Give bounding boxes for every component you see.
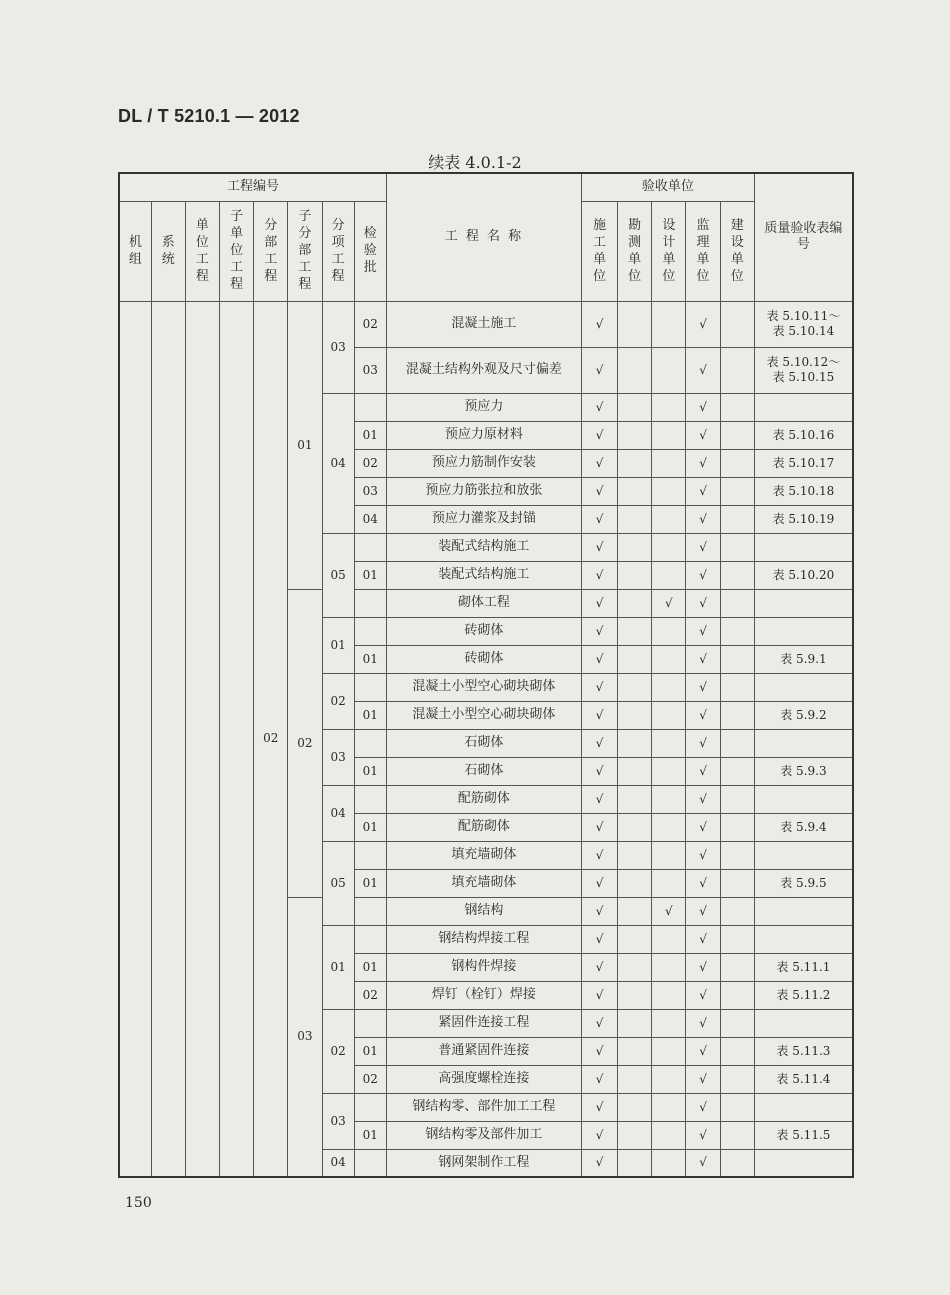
project-name-cell: 混凝土结构外观及尺寸偏差 <box>386 347 581 393</box>
page-number: 150 <box>125 1195 152 1211</box>
project-name-cell: 高强度螺栓连接 <box>386 1065 581 1093</box>
project-name-cell: 混凝土小型空心砌块砌体 <box>386 673 581 701</box>
design-check-cell <box>652 701 686 729</box>
project-name-cell: 配筋砌体 <box>386 813 581 841</box>
item-cell: 02 <box>322 1009 354 1093</box>
project-name-cell: 混凝土施工 <box>386 301 581 347</box>
owner-check-cell <box>720 589 754 617</box>
quality-form-cell <box>754 533 853 561</box>
system-col-cell <box>151 301 185 1177</box>
construction-check-cell: √ <box>581 897 617 925</box>
batch-cell: 03 <box>354 477 386 505</box>
owner-check-cell <box>720 1093 754 1121</box>
owner-check-cell <box>720 561 754 589</box>
construction-check-cell: √ <box>581 421 617 449</box>
supervision-check-cell: √ <box>686 729 720 757</box>
project-name-cell: 混凝土小型空心砌块砌体 <box>386 701 581 729</box>
supervision-check-cell: √ <box>686 673 720 701</box>
quality-form-cell <box>754 785 853 813</box>
project-name-cell: 石砌体 <box>386 729 581 757</box>
supervision-check-cell: √ <box>686 1037 720 1065</box>
construction-check-cell: √ <box>581 561 617 589</box>
batch-cell: 01 <box>354 1037 386 1065</box>
owner-check-cell <box>720 301 754 347</box>
supervision-check-cell: √ <box>686 953 720 981</box>
batch-cell <box>354 1093 386 1121</box>
construction-check-cell: √ <box>581 757 617 785</box>
design-check-cell <box>652 347 686 393</box>
quality-form-cell: 表 5.11.1 <box>754 953 853 981</box>
quality-form-cell <box>754 393 853 421</box>
quality-form-cell <box>754 1093 853 1121</box>
owner-check-cell <box>720 701 754 729</box>
quality-form-cell: 表 5.11.5 <box>754 1121 853 1149</box>
design-check-cell <box>652 813 686 841</box>
survey-check-cell <box>618 897 652 925</box>
quality-form-cell: 表 5.9.5 <box>754 869 853 897</box>
design-check-cell: √ <box>652 897 686 925</box>
quality-form-cell: 表 5.10.11～ 表 5.10.14 <box>754 301 853 347</box>
quality-form-cell: 表 5.9.4 <box>754 813 853 841</box>
sub-division-cell: 03 <box>288 897 322 1177</box>
project-name-cell: 钢结构 <box>386 897 581 925</box>
survey-check-cell <box>618 1093 652 1121</box>
construction-check-cell: √ <box>581 673 617 701</box>
project-name-cell: 配筋砌体 <box>386 785 581 813</box>
design-check-cell <box>652 1009 686 1037</box>
project-name-cell: 填充墙砌体 <box>386 841 581 869</box>
construction-check-cell: √ <box>581 533 617 561</box>
project-name-cell: 钢构件焊接 <box>386 953 581 981</box>
survey-check-cell <box>618 301 652 347</box>
owner-check-cell <box>720 897 754 925</box>
sub-division-cell: 01 <box>288 301 322 589</box>
quality-form-cell <box>754 617 853 645</box>
table-row <box>119 301 853 347</box>
owner-check-cell <box>720 925 754 953</box>
item-cell: 01 <box>322 617 354 673</box>
design-check-cell <box>652 617 686 645</box>
supervision-check-cell: √ <box>686 589 720 617</box>
construction-check-cell: √ <box>581 1121 617 1149</box>
construction-check-cell: √ <box>581 589 617 617</box>
design-check-cell <box>652 1121 686 1149</box>
project-name-cell: 填充墙砌体 <box>386 869 581 897</box>
batch-cell: 01 <box>354 1121 386 1149</box>
owner-check-cell <box>720 477 754 505</box>
sub-unit-project-col-header-label: 子单位工程 <box>230 209 244 293</box>
survey-check-cell <box>618 673 652 701</box>
quality-form-cell: 表 5.10.12～ 表 5.10.15 <box>754 347 853 393</box>
construction-check-cell: √ <box>581 981 617 1009</box>
design-check-cell <box>652 1149 686 1177</box>
construction-check-cell: √ <box>581 813 617 841</box>
owner-check-cell <box>720 1121 754 1149</box>
survey-unit-header-label: 勘测单位 <box>628 217 642 284</box>
owner-check-cell <box>720 757 754 785</box>
batch-cell: 01 <box>354 869 386 897</box>
project-name-cell: 预应力灌浆及封锚 <box>386 505 581 533</box>
batch-cell: 02 <box>354 301 386 347</box>
supervision-check-cell: √ <box>686 347 720 393</box>
batch-cell <box>354 393 386 421</box>
design-check-cell <box>652 757 686 785</box>
quality-form-cell: 表 5.9.1 <box>754 645 853 673</box>
survey-check-cell <box>618 617 652 645</box>
survey-check-cell <box>618 347 652 393</box>
design-check-cell <box>652 505 686 533</box>
quality-form-cell <box>754 897 853 925</box>
design-check-cell <box>652 301 686 347</box>
supervision-check-cell: √ <box>686 785 720 813</box>
supervision-unit-header <box>686 201 720 301</box>
supervision-check-cell: √ <box>686 1149 720 1177</box>
design-check-cell <box>652 673 686 701</box>
batch-cell <box>354 617 386 645</box>
design-unit-header <box>652 201 686 301</box>
project-name-cell: 紧固件连接工程 <box>386 1009 581 1037</box>
project-name-cell: 钢结构零及部件加工 <box>386 1121 581 1149</box>
unit-project-col-cell <box>185 301 219 1177</box>
quality-form-cell <box>754 729 853 757</box>
batch-col-header-label: 检验批 <box>363 226 377 276</box>
project-name-cell: 砌体工程 <box>386 589 581 617</box>
batch-cell: 01 <box>354 813 386 841</box>
design-check-cell <box>652 1065 686 1093</box>
quality-form-cell: 表 5.11.3 <box>754 1037 853 1065</box>
quality-form-cell: 表 5.9.2 <box>754 701 853 729</box>
batch-cell <box>354 841 386 869</box>
owner-check-cell <box>720 617 754 645</box>
construction-check-cell: √ <box>581 477 617 505</box>
project-name-cell: 钢结构焊接工程 <box>386 925 581 953</box>
quality-form-header-label: 质量验收表编号 <box>764 221 843 253</box>
construction-check-cell: √ <box>581 617 617 645</box>
unit-project-col-header-label: 单位工程 <box>195 217 209 284</box>
supervision-check-cell: √ <box>686 449 720 477</box>
item-col-header-label: 分项工程 <box>331 217 345 284</box>
division-col-header <box>254 201 288 301</box>
design-check-cell <box>652 477 686 505</box>
project-name-cell: 钢网架制作工程 <box>386 1149 581 1177</box>
unit-col-header-label: 机组 <box>128 234 142 267</box>
construction-check-cell: √ <box>581 841 617 869</box>
project-name-header: 工 程 名 称 <box>386 173 581 301</box>
acceptance-table <box>118 172 854 1178</box>
batch-cell: 04 <box>354 505 386 533</box>
survey-check-cell <box>618 1009 652 1037</box>
project-name-cell: 装配式结构施工 <box>386 533 581 561</box>
owner-check-cell <box>720 841 754 869</box>
survey-check-cell <box>618 589 652 617</box>
construction-check-cell: √ <box>581 1093 617 1121</box>
item-cell: 03 <box>322 301 354 393</box>
owner-check-cell <box>720 981 754 1009</box>
project-name-cell: 预应力原材料 <box>386 421 581 449</box>
batch-cell: 01 <box>354 701 386 729</box>
survey-check-cell <box>618 1037 652 1065</box>
construction-check-cell: √ <box>581 701 617 729</box>
survey-check-cell <box>618 645 652 673</box>
item-cell: 03 <box>322 729 354 785</box>
owner-check-cell <box>720 953 754 981</box>
owner-check-cell <box>720 785 754 813</box>
supervision-check-cell: √ <box>686 617 720 645</box>
project-name-cell: 预应力筋张拉和放张 <box>386 477 581 505</box>
system-col-header <box>151 201 185 301</box>
supervision-check-cell: √ <box>686 897 720 925</box>
owner-unit-header <box>720 201 754 301</box>
batch-col-header <box>354 201 386 301</box>
survey-check-cell <box>618 757 652 785</box>
owner-check-cell <box>720 1009 754 1037</box>
project-name-cell: 预应力筋制作安装 <box>386 449 581 477</box>
supervision-check-cell: √ <box>686 1121 720 1149</box>
batch-cell <box>354 785 386 813</box>
survey-check-cell <box>618 1121 652 1149</box>
unit-project-col-header <box>185 201 219 301</box>
supervision-check-cell: √ <box>686 1093 720 1121</box>
quality-form-cell: 表 5.9.3 <box>754 757 853 785</box>
quality-form-cell: 表 5.11.2 <box>754 981 853 1009</box>
owner-check-cell <box>720 533 754 561</box>
design-check-cell <box>652 785 686 813</box>
construction-check-cell: √ <box>581 393 617 421</box>
batch-cell: 02 <box>354 449 386 477</box>
owner-check-cell <box>720 869 754 897</box>
supervision-check-cell: √ <box>686 757 720 785</box>
survey-check-cell <box>618 1065 652 1093</box>
survey-check-cell <box>618 925 652 953</box>
construction-check-cell: √ <box>581 449 617 477</box>
acceptance-unit-group-header: 验收单位 <box>581 173 754 201</box>
project-name-cell: 预应力 <box>386 393 581 421</box>
owner-check-cell <box>720 1037 754 1065</box>
supervision-check-cell: √ <box>686 561 720 589</box>
construction-check-cell: √ <box>581 505 617 533</box>
supervision-check-cell: √ <box>686 301 720 347</box>
construction-check-cell: √ <box>581 347 617 393</box>
design-check-cell <box>652 533 686 561</box>
supervision-unit-header-label: 监理单位 <box>696 217 710 284</box>
quality-form-cell <box>754 1009 853 1037</box>
sub-unit-project-col-header <box>220 201 254 301</box>
batch-cell: 02 <box>354 981 386 1009</box>
batch-cell <box>354 1149 386 1177</box>
owner-check-cell <box>720 393 754 421</box>
construction-check-cell: √ <box>581 1065 617 1093</box>
supervision-check-cell: √ <box>686 533 720 561</box>
survey-check-cell <box>618 393 652 421</box>
document-code: DL / T 5210.1 — 2012 <box>118 106 300 126</box>
batch-cell: 01 <box>354 645 386 673</box>
owner-unit-header-label: 建设单位 <box>730 217 744 284</box>
construction-check-cell: √ <box>581 301 617 347</box>
design-unit-header-label: 设计单位 <box>662 217 676 284</box>
construction-check-cell: √ <box>581 953 617 981</box>
supervision-check-cell: √ <box>686 981 720 1009</box>
quality-form-cell: 表 5.10.18 <box>754 477 853 505</box>
supervision-check-cell: √ <box>686 505 720 533</box>
owner-check-cell <box>720 1065 754 1093</box>
sub-division-col-header <box>288 201 322 301</box>
quality-form-cell <box>754 1149 853 1177</box>
quality-form-cell <box>754 673 853 701</box>
design-check-cell <box>652 841 686 869</box>
project-name-cell: 普通紧固件连接 <box>386 1037 581 1065</box>
supervision-check-cell: √ <box>686 645 720 673</box>
construction-check-cell: √ <box>581 729 617 757</box>
survey-check-cell <box>618 1149 652 1177</box>
owner-check-cell <box>720 673 754 701</box>
item-col-header <box>322 201 354 301</box>
design-check-cell <box>652 869 686 897</box>
owner-check-cell <box>720 421 754 449</box>
supervision-check-cell: √ <box>686 925 720 953</box>
survey-check-cell <box>618 421 652 449</box>
batch-cell <box>354 925 386 953</box>
quality-form-header <box>754 173 853 301</box>
construction-check-cell: √ <box>581 869 617 897</box>
batch-cell <box>354 729 386 757</box>
design-check-cell: √ <box>652 589 686 617</box>
construction-check-cell: √ <box>581 1037 617 1065</box>
supervision-check-cell: √ <box>686 477 720 505</box>
item-cell: 04 <box>322 393 354 533</box>
quality-form-cell: 表 5.11.4 <box>754 1065 853 1093</box>
supervision-check-cell: √ <box>686 393 720 421</box>
supervision-check-cell: √ <box>686 1009 720 1037</box>
supervision-check-cell: √ <box>686 813 720 841</box>
survey-check-cell <box>618 981 652 1009</box>
supervision-check-cell: √ <box>686 841 720 869</box>
sub-unit-project-col-cell <box>220 301 254 1177</box>
owner-check-cell <box>720 1149 754 1177</box>
construction-check-cell: √ <box>581 785 617 813</box>
item-cell: 02 <box>322 673 354 729</box>
survey-check-cell <box>618 449 652 477</box>
design-check-cell <box>652 729 686 757</box>
survey-check-cell <box>618 813 652 841</box>
supervision-check-cell: √ <box>686 421 720 449</box>
survey-check-cell <box>618 505 652 533</box>
batch-cell: 01 <box>354 421 386 449</box>
item-cell: 01 <box>322 925 354 1009</box>
owner-check-cell <box>720 813 754 841</box>
owner-check-cell <box>720 505 754 533</box>
design-check-cell <box>652 1037 686 1065</box>
survey-check-cell <box>618 533 652 561</box>
project-name-cell: 石砌体 <box>386 757 581 785</box>
batch-cell: 03 <box>354 347 386 393</box>
supervision-check-cell: √ <box>686 869 720 897</box>
survey-check-cell <box>618 477 652 505</box>
item-cell: 04 <box>322 1149 354 1177</box>
survey-check-cell <box>618 785 652 813</box>
construction-check-cell: √ <box>581 925 617 953</box>
batch-cell <box>354 673 386 701</box>
design-check-cell <box>652 421 686 449</box>
item-cell: 04 <box>322 785 354 841</box>
batch-cell <box>354 1009 386 1037</box>
design-check-cell <box>652 561 686 589</box>
design-check-cell <box>652 1093 686 1121</box>
batch-cell <box>354 589 386 617</box>
project-name-cell: 焊钉（栓钉）焊接 <box>386 981 581 1009</box>
division-cell: 02 <box>254 301 288 1177</box>
project-name-cell: 装配式结构施工 <box>386 561 581 589</box>
table-title: 续表 4.0.1-2 <box>428 153 522 172</box>
survey-check-cell <box>618 953 652 981</box>
quality-form-cell: 表 5.10.17 <box>754 449 853 477</box>
quality-form-cell <box>754 925 853 953</box>
owner-check-cell <box>720 449 754 477</box>
construction-check-cell: √ <box>581 645 617 673</box>
batch-cell: 01 <box>354 561 386 589</box>
construction-unit-header-label: 施工单位 <box>593 217 607 284</box>
batch-cell: 01 <box>354 757 386 785</box>
system-col-header-label: 系统 <box>161 234 175 267</box>
unit-col-cell <box>119 301 151 1177</box>
project-name-cell: 砖砌体 <box>386 645 581 673</box>
design-check-cell <box>652 925 686 953</box>
quality-form-cell: 表 5.10.20 <box>754 561 853 589</box>
supervision-check-cell: √ <box>686 1065 720 1093</box>
owner-check-cell <box>720 347 754 393</box>
construction-unit-header <box>581 201 617 301</box>
quality-form-cell: 表 5.10.16 <box>754 421 853 449</box>
project-name-cell: 砖砌体 <box>386 617 581 645</box>
construction-check-cell: √ <box>581 1009 617 1037</box>
batch-cell <box>354 897 386 925</box>
design-check-cell <box>652 953 686 981</box>
quality-form-cell <box>754 841 853 869</box>
survey-check-cell <box>618 869 652 897</box>
sub-division-col-header-label: 子分部工程 <box>298 209 312 293</box>
survey-check-cell <box>618 561 652 589</box>
owner-check-cell <box>720 645 754 673</box>
supervision-check-cell: √ <box>686 701 720 729</box>
batch-cell: 02 <box>354 1065 386 1093</box>
survey-unit-header <box>618 201 652 301</box>
quality-form-cell <box>754 589 853 617</box>
batch-cell: 01 <box>354 953 386 981</box>
construction-check-cell: √ <box>581 1149 617 1177</box>
item-cell: 05 <box>322 841 354 925</box>
batch-cell <box>354 533 386 561</box>
design-check-cell <box>652 393 686 421</box>
item-cell: 03 <box>322 1093 354 1149</box>
owner-check-cell <box>720 729 754 757</box>
division-col-header-label: 分部工程 <box>264 217 278 284</box>
project-name-cell: 钢结构零、部件加工工程 <box>386 1093 581 1121</box>
item-cell: 05 <box>322 533 354 617</box>
design-check-cell <box>652 449 686 477</box>
design-check-cell <box>652 981 686 1009</box>
survey-check-cell <box>618 729 652 757</box>
survey-check-cell <box>618 841 652 869</box>
unit-col-header <box>119 201 151 301</box>
quality-form-cell: 表 5.10.19 <box>754 505 853 533</box>
project-code-group-header: 工程编号 <box>119 173 386 201</box>
design-check-cell <box>652 645 686 673</box>
survey-check-cell <box>618 701 652 729</box>
sub-division-cell: 02 <box>288 589 322 897</box>
